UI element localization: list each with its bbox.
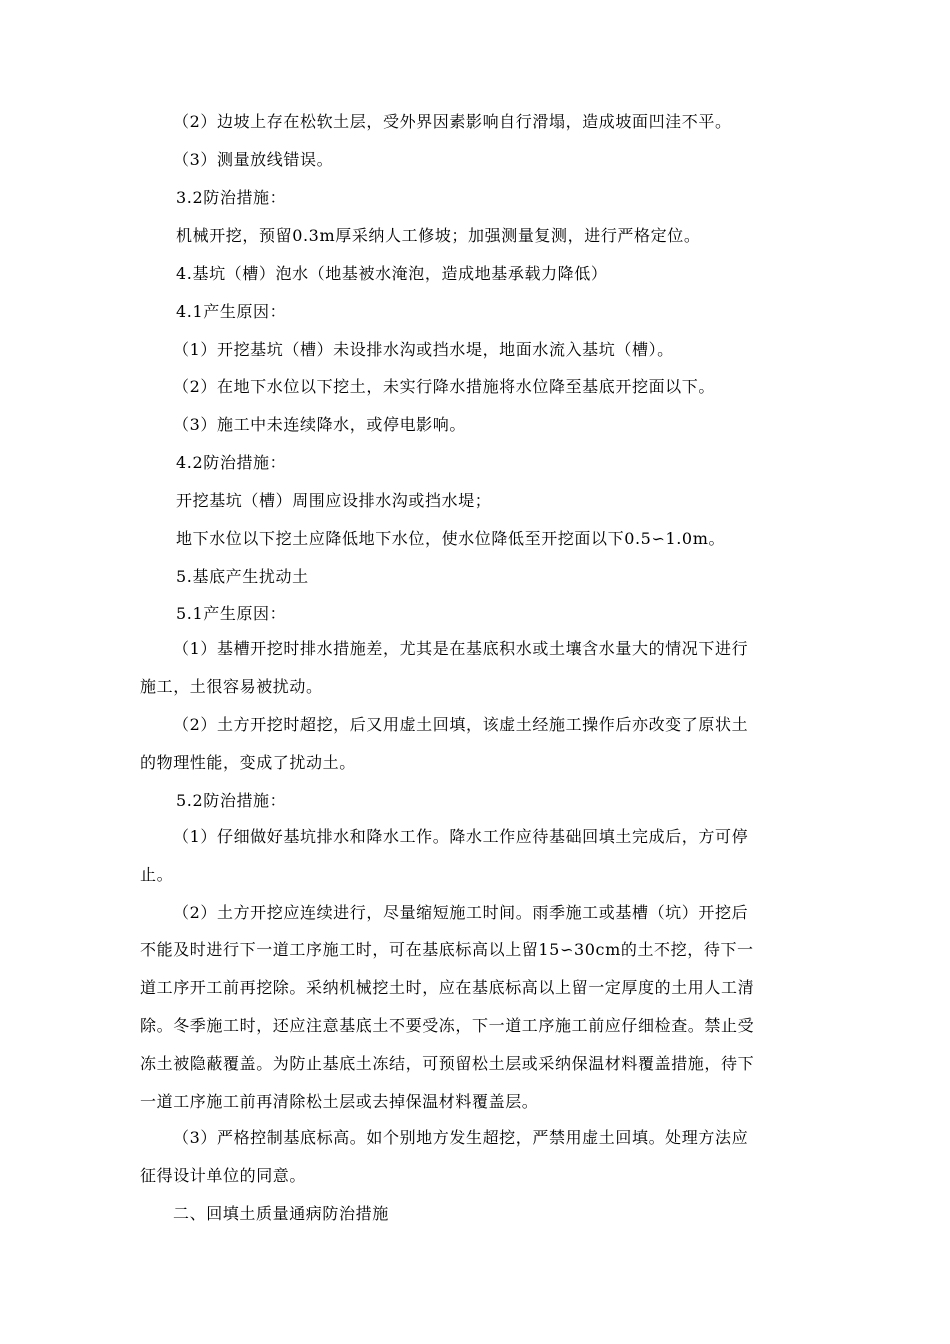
text-line: 一道工序施工前再清除松土层或去掉保温材料覆盖层。	[140, 1092, 539, 1111]
text-line: 地下水位以下挖土应降低地下水位，使水位降低至开挖面以下0.5∽1.0m。	[176, 529, 726, 548]
text-line: （2）边坡上存在松软土层，受外界因素影响自行滑塌，造成坡面凹洼不平。	[173, 112, 732, 131]
text-line: 的物理性能，变成了扰动土。	[140, 753, 356, 772]
text-line: 机械开挖，预留0.3m厚采纳人工修坡；加强测量复测，进行严格定位。	[176, 226, 701, 245]
text-line: 开挖基坑（槽）周围应设排水沟或挡水堤；	[176, 491, 492, 510]
section-heading: 5.基底产生扰动土	[176, 567, 309, 586]
section-heading: 4.2防治措施：	[176, 453, 287, 472]
section-heading: 3.2防治措施：	[176, 188, 287, 207]
text-line: （3）施工中未连续降水，或停电影响。	[173, 415, 466, 434]
text-line: 征得设计单位的同意。	[140, 1166, 307, 1185]
text-line: 道工序开工前再挖除。采纳机械挖土时，应在基底标高以上留一定厚度的土用人工清	[140, 978, 755, 997]
text-line: （1）开挖基坑（槽）未设排水沟或挡水堤，地面水流入基坑（槽）。	[173, 340, 674, 359]
section-heading: 4.基坑（槽）泡水（地基被水淹泡，造成地基承载力降低）	[176, 264, 608, 283]
text-line: 不能及时进行下一道工序施工时，可在基底标高以上留15∽30cm的土不挖，待下一	[140, 940, 754, 959]
text-line: 除。冬季施工时，还应注意基底土不要受冻，下一道工序施工前应仔细检查。禁止受	[140, 1016, 755, 1035]
text-line: 止。	[140, 865, 174, 884]
text-line: 施工，土很容易被扰动。	[140, 677, 323, 696]
text-line: （3）测量放线错误。	[173, 150, 334, 169]
section-heading: 4.1产生原因：	[176, 302, 287, 321]
text-line: （1）仔细做好基坑排水和降水工作。降水工作应待基础回填土完成后，方可停	[173, 827, 749, 846]
text-line: 冻土被隐蔽覆盖。为防止基底土冻结，可预留松土层或采纳保温材料覆盖措施，待下	[140, 1054, 755, 1073]
section-heading: 5.2防治措施：	[176, 791, 287, 810]
text-line: （3）严格控制基底标高。如个别地方发生超挖，严禁用虚土回填。处理方法应	[173, 1128, 749, 1147]
text-line: （2）土方开挖时超挖，后又用虚土回填，该虚土经施工操作后亦改变了原状土	[173, 715, 749, 734]
section-heading: 5.1产生原因：	[176, 604, 287, 623]
text-line: （2）在地下水位以下挖土，未实行降水措施将水位降至基底开挖面以下。	[173, 377, 715, 396]
text-line: （1）基槽开挖时排水措施差，尤其是在基底积水或土壤含水量大的情况下进行	[173, 639, 749, 658]
text-line: （2）土方开挖应连续进行，尽量缩短施工时间。雨季施工或基槽（坑）开挖后	[173, 903, 749, 922]
chapter-heading: 二、回填土质量通病防治措施	[173, 1204, 389, 1223]
